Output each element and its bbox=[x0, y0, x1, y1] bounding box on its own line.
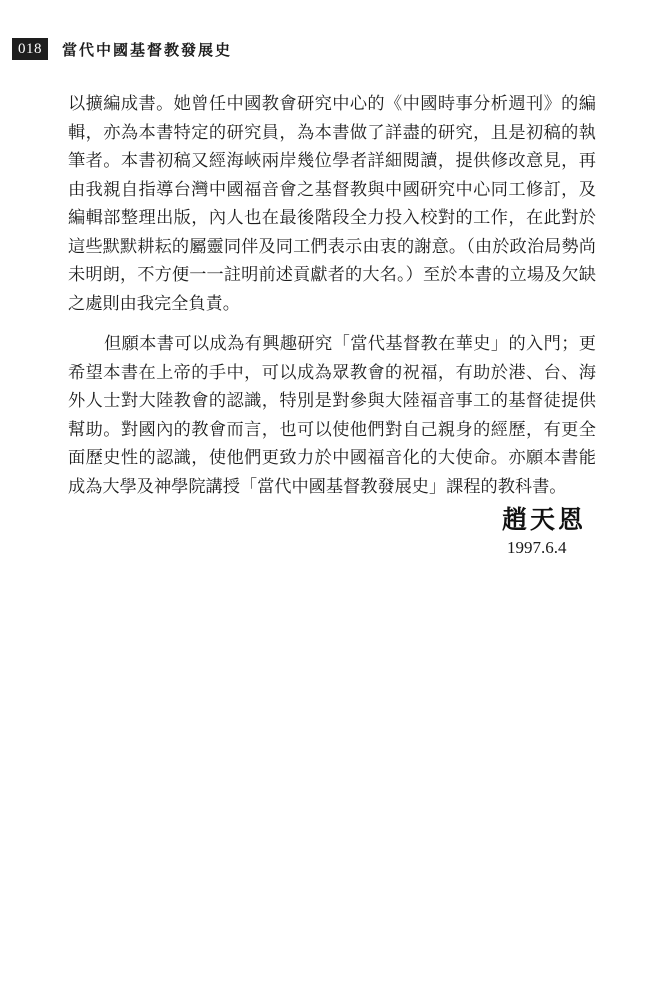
running-title: 當代中國基督教發展史 bbox=[62, 40, 233, 59]
paragraph-1: 以擴編成書。她曾任中國教會研究中心的《中國時事分析週刊》的編輯，亦為本書特定的研究員，為本書做了詳盡的研究，且是初稿的執筆者。本書初稿又經海峽兩岸幾位學者詳細閱讀，提供修改意見，再由我親自指導台灣中國福音會之基督教與中國研究中心同工修訂，及編輯部整理出版，內人也在最後階段全力投入校對的工作，在此對於這些默默耕耘的屬靈同伴及同工們表示由衷的謝意。（由於政治局勢尚未明朗，不方便一一註明前述貢獻者的大名。）至於本書的立場及欠缺之處則由我完全負責。 bbox=[68, 94, 596, 314]
body-text bbox=[68, 90, 596, 501]
page-header bbox=[12, 38, 232, 60]
author-signature: 趙天恩 bbox=[502, 505, 587, 534]
signature-date: 1997.6.4 bbox=[507, 538, 567, 557]
page-number: 018 bbox=[12, 38, 48, 60]
paragraph-2: 但願本書可以成為有興趣研究「當代基督教在華史」的入門；更希望本書在上帝的手中，可以成為眾教會的祝福，有助於港、台、海外人士對大陸教會的認識，特別是對參與大陸福音事工的基督徒提供幫助。對國內的教會而言，也可以使他們對自己親身的經歷，有更全面歷史性的認識，使他們更致力於中國福音化的大使命。亦願本書能成為大學及神學院講授「當代中國基督教發展史」課程的教科書。 bbox=[68, 334, 596, 497]
